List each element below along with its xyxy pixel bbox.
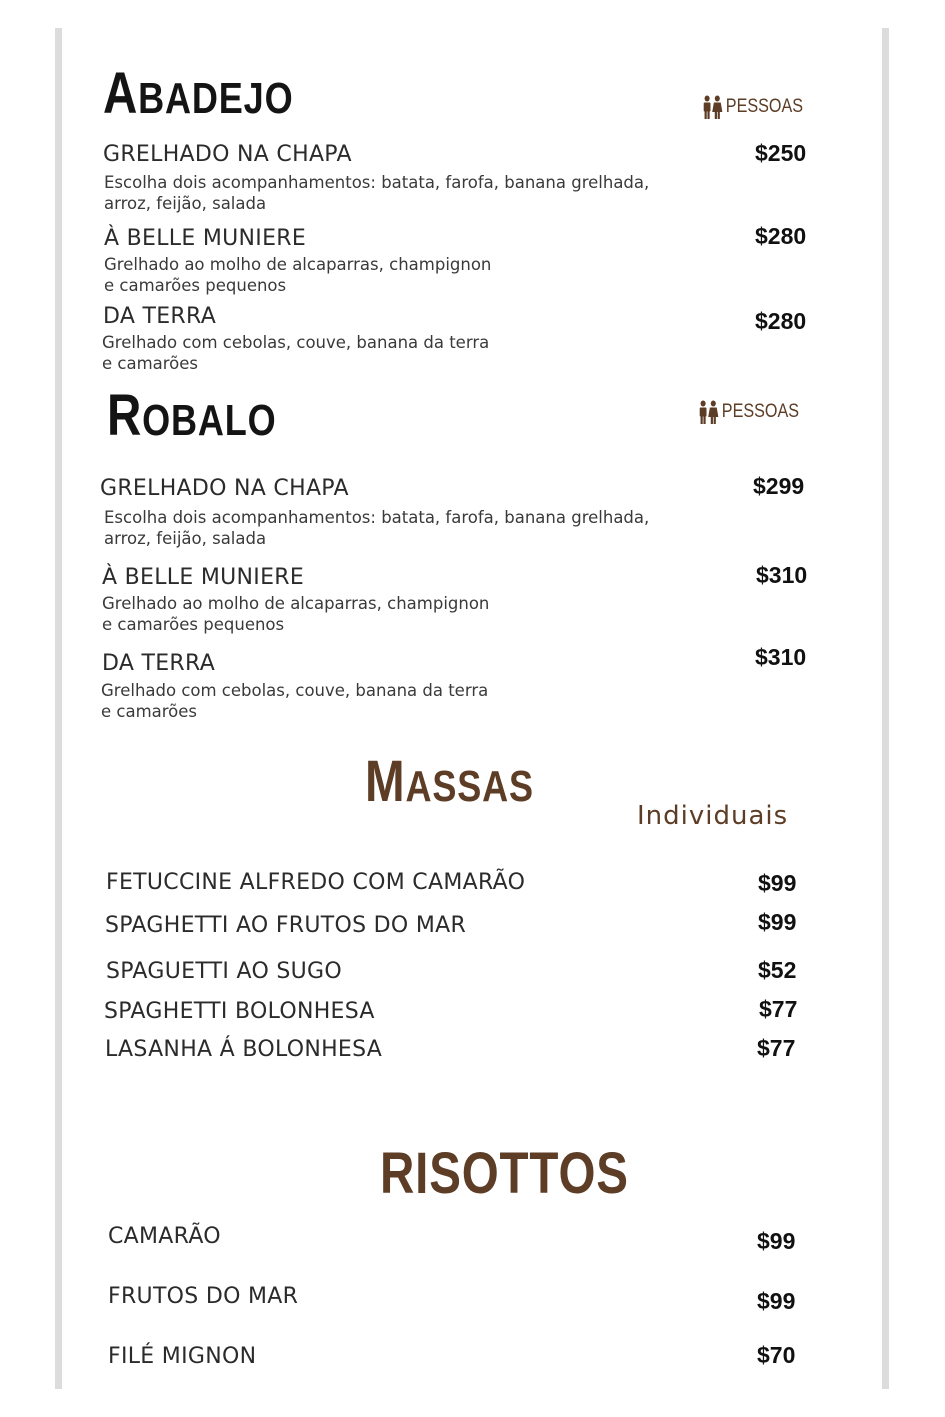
menu-item-price: $280 bbox=[755, 223, 807, 249]
menu-item-desc: Grelhado ao molho de alcaparras, champignon e camarões pequenos bbox=[102, 594, 490, 634]
menu-item-price: $250 bbox=[755, 140, 807, 166]
menu-item-name: SPAGHETTI BOLONHESA bbox=[104, 999, 375, 1024]
menu-item-desc: Grelhado com cebolas, couve, banana da terra e camarões bbox=[101, 681, 489, 721]
two-people-icon bbox=[698, 400, 718, 424]
serving-label: PESSOAS bbox=[721, 401, 800, 422]
menu-item-name: LASANHA Á BOLONHESA bbox=[105, 1037, 383, 1062]
serving-size-abadejo bbox=[702, 95, 803, 119]
menu-item-name: GRELHADO NA CHAPA bbox=[100, 476, 349, 501]
menu-item-price: $52 bbox=[758, 957, 797, 983]
menu-item-price: $310 bbox=[755, 644, 807, 670]
page-edge-left bbox=[55, 28, 62, 1389]
menu-item-name: CAMARÃO bbox=[108, 1224, 221, 1249]
menu-item-name: DA TERRA bbox=[102, 651, 216, 676]
menu-item-desc: Grelhado com cebolas, couve, banana da terra e camarões bbox=[102, 333, 490, 373]
menu-item-desc: Escolha dois acompanhamentos: batata, farofa, banana grelhada, arroz, feijão, salada bbox=[104, 508, 650, 548]
section-title-robalo: ROBALO bbox=[107, 383, 277, 448]
serving-size-robalo bbox=[698, 400, 799, 424]
menu-item-name: DA TERRA bbox=[103, 304, 217, 329]
menu-item-name: SPAGHETTI AO FRUTOS DO MAR bbox=[105, 913, 467, 938]
menu-item-name: FETUCCINE ALFREDO COM CAMARÃO bbox=[106, 870, 526, 895]
menu-item-price: $99 bbox=[758, 909, 797, 935]
menu-item-price: $99 bbox=[757, 1288, 796, 1314]
menu-item-price: $77 bbox=[757, 1035, 796, 1061]
menu-item-price: $99 bbox=[758, 870, 797, 896]
menu-item-name: FRUTOS DO MAR bbox=[108, 1284, 299, 1309]
menu-item-desc: Grelhado ao molho de alcaparras, champignon e camarões pequenos bbox=[104, 255, 492, 295]
menu-item-price: $77 bbox=[759, 996, 798, 1022]
menu-item-name: SPAGUETTI AO SUGO bbox=[106, 959, 343, 984]
two-people-icon bbox=[702, 95, 722, 119]
menu-item-price: $280 bbox=[755, 308, 807, 334]
menu-item-name: FILÉ MIGNON bbox=[108, 1344, 257, 1369]
menu-item-desc: Escolha dois acompanhamentos: batata, farofa, banana grelhada, arroz, feijão, salada bbox=[104, 173, 650, 213]
section-title-massas: MASSAS bbox=[365, 749, 534, 814]
menu-item-name: GRELHADO NA CHAPA bbox=[103, 142, 352, 167]
page-edge-right bbox=[882, 28, 889, 1389]
menu-item-price: $99 bbox=[757, 1228, 796, 1254]
serving-label: PESSOAS bbox=[725, 96, 804, 117]
menu-item-name: À BELLE MUNIERE bbox=[102, 565, 305, 590]
menu-item-price: $70 bbox=[757, 1342, 796, 1368]
menu-item-price: $299 bbox=[753, 473, 805, 499]
section-title-risottos: RISOTTOS bbox=[380, 1141, 629, 1206]
menu-item-price: $310 bbox=[756, 562, 808, 588]
menu-item-name: À BELLE MUNIERE bbox=[104, 226, 307, 251]
section-subtitle: Individuais bbox=[637, 801, 789, 831]
section-title-abadejo: ABADEJO bbox=[103, 61, 294, 126]
